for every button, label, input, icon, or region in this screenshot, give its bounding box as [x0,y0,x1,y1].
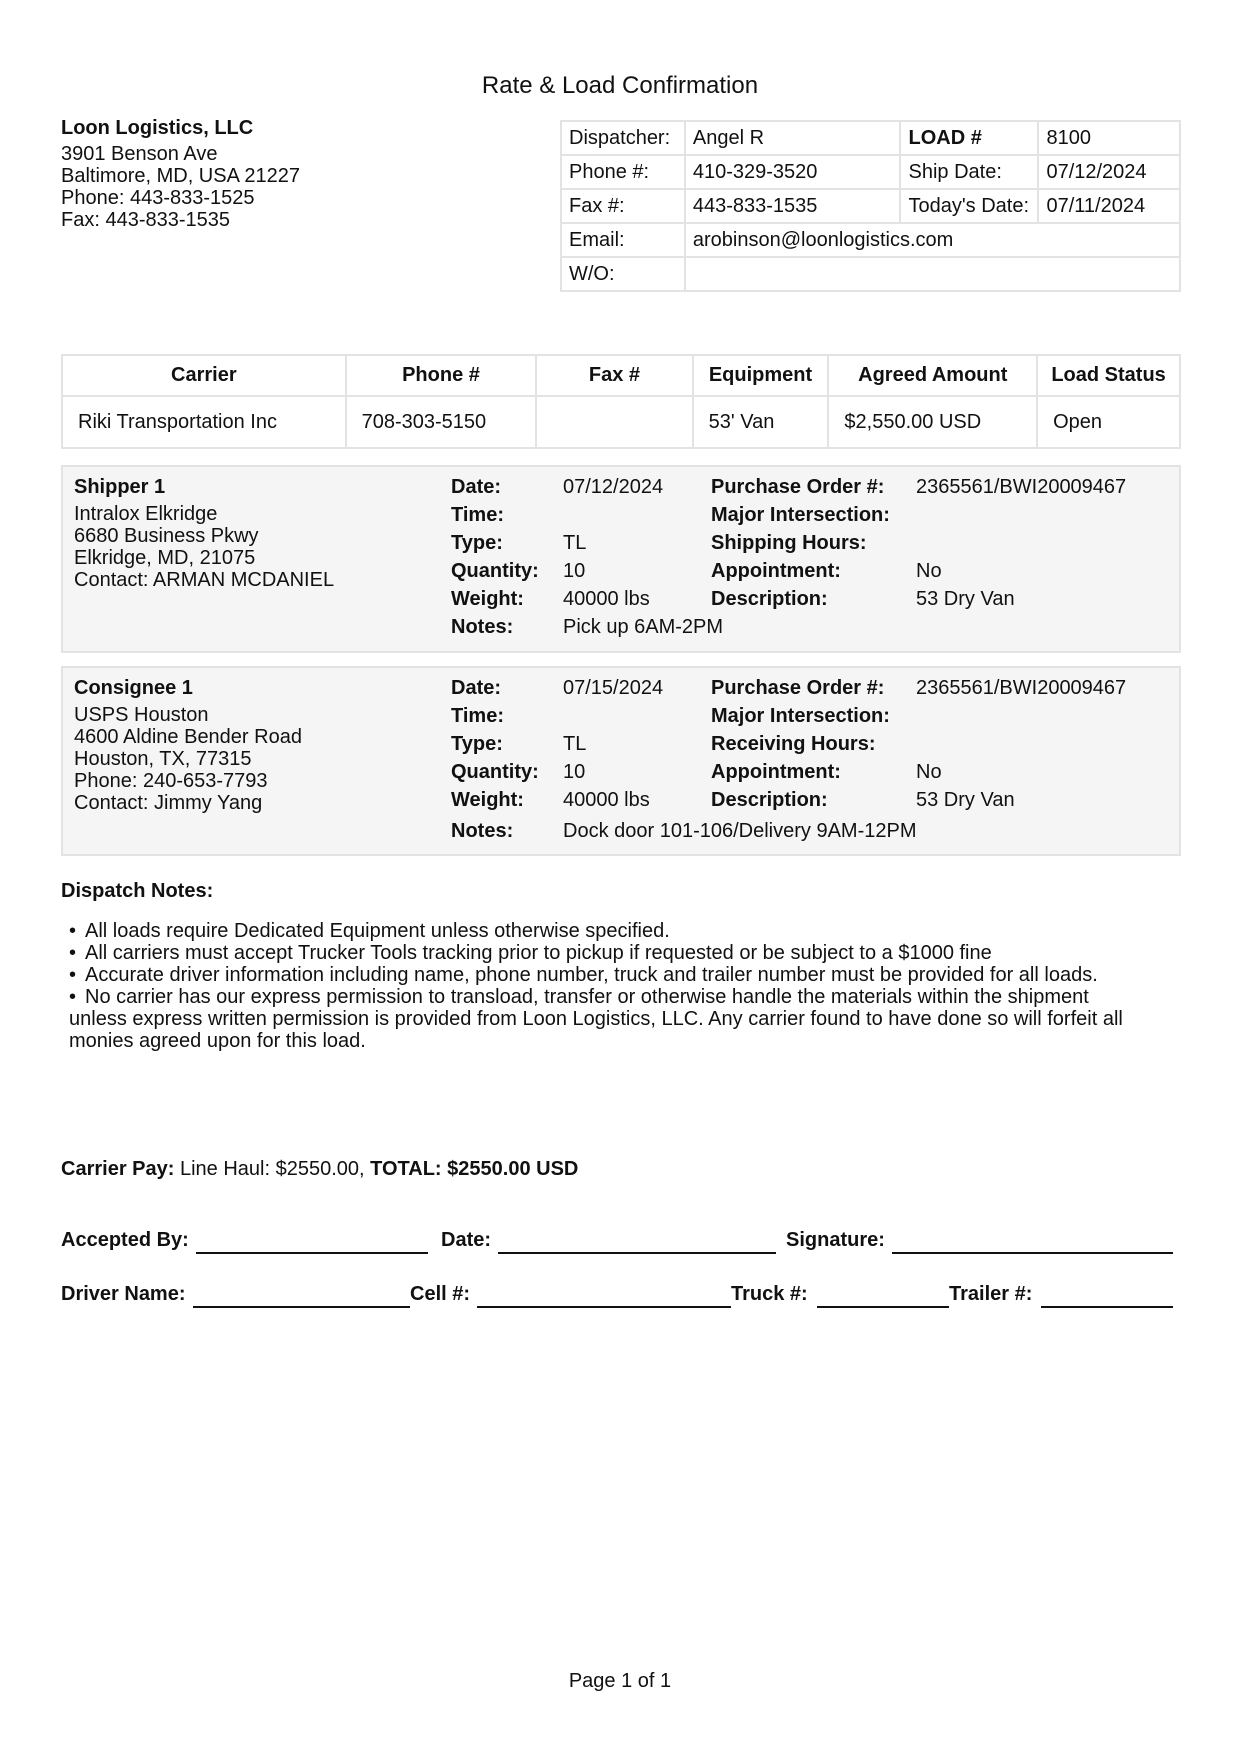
date-field[interactable] [498,1230,776,1254]
phone-value: 410-329-3520 [685,155,901,189]
shipper-date-value: 07/12/2024 [563,476,664,498]
shipper-hours-label: Shipping Hours: [711,532,867,554]
consignee-values-2 [916,674,1166,814]
agreed-amount-header: Agreed Amount [828,355,1037,396]
carrier-table [61,354,1181,449]
consignee-intersection-label: Major Intersection: [711,705,890,727]
bullet-icon: • [69,942,77,964]
shipper-heading: Shipper 1 [74,476,166,498]
consignee-labels [451,674,561,845]
shipper-description-label: Description: [711,588,828,610]
email-value: arobinson@loonlogistics.com [685,223,1180,257]
fax-value: 443-833-1535 [685,189,901,223]
truck-field[interactable] [817,1284,949,1308]
consignee-po-label: Purchase Order #: [711,677,885,699]
shipper-line: 6680 Business Pkwy [74,525,259,547]
fax-header: Fax # [536,355,692,396]
consignee-type-label: Type: [451,733,503,755]
signature-field[interactable] [892,1230,1173,1254]
carrier-row [62,396,1180,448]
dispatch-notes-heading: Dispatch Notes: [61,880,214,902]
carrier-phone: 708-303-5150 [346,396,537,448]
shipper-weight-label: Weight: [451,588,524,610]
shipper-labels [451,473,561,641]
company-phone: Phone: 443-833-1525 [61,187,255,209]
shipper-hours-value [916,529,1166,557]
carrier-name: Riki Transportation Inc [62,396,346,448]
carrier-pay-total: TOTAL: $2550.00 USD [370,1158,579,1180]
consignee-line: Contact: Jimmy Yang [74,792,263,814]
line-haul: Line Haul: $2550.00, [179,1158,365,1180]
carrier-pay [61,1158,578,1181]
carrier-agreed-amount: $2,550.00 USD [828,396,1037,448]
cell-label: Cell #: [410,1283,471,1305]
company-name: Loon Logistics, LLC [61,117,254,139]
consignee-quantity-value: 10 [563,761,586,783]
document-title: Rate & Load Confirmation [481,72,759,99]
accepted-by-label: Accepted By: [61,1229,189,1251]
shipper-description-value: 53 Dry Van [916,588,1015,610]
page-number: Page 1 of 1 [568,1670,672,1692]
cell-field[interactable] [477,1284,731,1308]
shipper-box [61,465,1181,653]
dispatch-note [69,920,1189,942]
consignee-line: Phone: 240-653-7793 [74,770,268,792]
company-fax: Fax: 443-833-1535 [61,209,231,231]
carrier-header: Carrier [62,355,346,396]
company-block [61,117,300,231]
consignee-weight-value: 40000 lbs [563,789,650,811]
consignee-address [74,674,302,814]
todays-date-label: Today's Date: [900,189,1038,223]
dispatch-note-text: All carriers must accept Trucker Tools tracking prior to pickup if requested or be subject to a $1000 fine [85,942,992,964]
shipper-line: Elkridge, MD, 21075 [74,547,256,569]
ship-date-value: 07/12/2024 [1038,155,1180,189]
consignee-heading: Consignee 1 [74,677,193,699]
bullet-icon: • [69,964,77,986]
shipper-weight-value: 40000 lbs [563,588,650,610]
dispatch-note-text: No carrier has our express permission to transload, transfer or otherwise handle the materials within the shipment [85,986,1089,1008]
dispatch-note-text: Accurate driver information including name, phone number, truck and trailer number must be provided for all loads. [85,964,1098,986]
shipper-intersection-label: Major Intersection: [711,504,890,526]
dispatch-note [69,986,1189,1052]
consignee-appointment-label: Appointment: [711,761,841,783]
carrier-pay-label: Carrier Pay: [61,1158,175,1180]
consignee-description-label: Description: [711,789,828,811]
consignee-description-value: 53 Dry Van [916,789,1015,811]
driver-name-label: Driver Name: [61,1283,186,1305]
shipper-labels-2 [711,473,911,613]
load-label: LOAD # [900,121,1038,155]
consignee-time-label: Time: [451,705,504,727]
dispatcher-label: Dispatcher: [561,121,685,155]
shipper-type-value: TL [563,532,587,554]
shipper-line: Contact: ARMAN MCDANIEL [74,569,335,591]
dispatch-note [69,942,1189,964]
company-address-line2: Baltimore, MD, USA 21227 [61,165,300,187]
load-value: 8100 [1038,121,1180,155]
shipper-quantity-label: Quantity: [451,560,539,582]
wo-label: W/O: [561,257,685,291]
email-label: Email: [561,223,685,257]
consignee-line: USPS Houston [74,704,209,726]
dispatch-note [69,964,1189,986]
todays-date-value: 07/11/2024 [1038,189,1180,223]
dispatch-note-text: All loads require Dedicated Equipment unless otherwise specified. [85,920,670,942]
trailer-label: Trailer #: [949,1283,1033,1305]
shipper-appointment-value: No [916,560,942,582]
shipper-notes-label: Notes: [451,616,514,638]
consignee-appointment-value: No [916,761,942,783]
phone-label: Phone #: [561,155,685,189]
wo-value [685,257,1180,291]
consignee-weight-label: Weight: [451,789,524,811]
dispatch-info-table [560,120,1181,292]
consignee-box [61,666,1181,856]
consignee-line: 4600 Aldine Bender Road [74,726,302,748]
shipper-intersection-value [916,501,1166,529]
shipper-date-label: Date: [451,476,502,498]
consignee-intersection-value [916,702,1166,730]
dispatcher-value: Angel R [685,121,901,155]
shipper-po-label: Purchase Order #: [711,476,885,498]
consignee-po-value: 2365561/BWI20009467 [916,677,1127,699]
ship-date-label: Ship Date: [900,155,1038,189]
carrier-fax [536,396,692,448]
signature-label: Signature: [786,1229,885,1251]
carrier-equipment: 53' Van [693,396,829,448]
shipper-notes-value: Pick up 6AM-2PM [563,616,724,638]
equipment-header: Equipment [693,355,829,396]
consignee-notes-value: Dock door 101-106/Delivery 9AM-12PM [563,820,917,842]
shipper-type-label: Type: [451,532,503,554]
consignee-type-value: TL [563,733,587,755]
dispatch-note-continuation: unless express written permission is provided from Loon Logistics, LLC. Any carrier found to have done so will forfeit all monies agreed upon for this load. [69,1008,1123,1052]
consignee-date-value: 07/15/2024 [563,677,664,699]
carrier-load-status: Open [1037,396,1180,448]
phone-header: Phone # [346,355,537,396]
trailer-field[interactable] [1041,1284,1173,1308]
shipper-po-value: 2365561/BWI20009467 [916,476,1127,498]
consignee-quantity-label: Quantity: [451,761,539,783]
load-status-header: Load Status [1037,355,1180,396]
shipper-address [74,473,334,591]
shipper-appointment-label: Appointment: [711,560,841,582]
fax-label: Fax #: [561,189,685,223]
consignee-labels-2 [711,674,911,814]
bullet-icon: • [69,986,77,1008]
consignee-line: Houston, TX, 77315 [74,748,252,770]
consignee-date-label: Date: [451,677,502,699]
consignee-hours-value [916,730,1166,758]
dispatch-notes-list [69,920,1189,1052]
shipper-line: Intralox Elkridge [74,503,218,525]
consignee-notes-label: Notes: [451,820,514,842]
driver-name-field[interactable] [193,1284,410,1308]
date-label: Date: [441,1229,492,1251]
shipper-values-2 [916,473,1166,613]
consignee-hours-label: Receiving Hours: [711,733,876,755]
bullet-icon: • [69,920,77,942]
company-address-line1: 3901 Benson Ave [61,143,218,165]
accepted-by-field[interactable] [196,1230,428,1254]
truck-label: Truck #: [731,1283,808,1305]
shipper-quantity-value: 10 [563,560,586,582]
shipper-time-label: Time: [451,504,504,526]
